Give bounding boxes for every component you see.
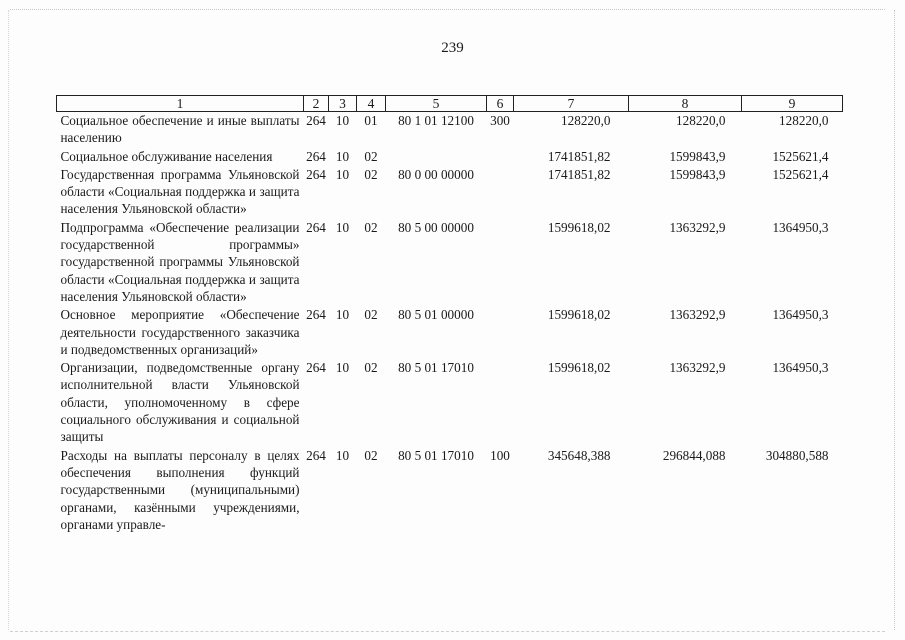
row-year2: 1599843,9 [669,148,726,164]
table-row [57,306,843,359]
row-year2: 1363292,9 [669,219,726,235]
row-csr: 80 5 01 17010 [398,360,474,376]
row-vr [487,166,514,219]
row-name: Основное мероприятие «Обеспечение деятельности государственного заказчика и подведомственных организаций» [60,307,300,357]
row-name: Социальное обеспечение и иные выплаты населению [60,113,300,146]
row-name: Подпрограмма «Обеспечение реализации государственной программы» государственной программы Ульяновской области «Социальная поддержка и защита населения Ульяновской области» [60,219,300,304]
row-vr [487,359,514,446]
row-pr: 02 [364,360,378,376]
row-year2: 128220,0 [676,113,726,128]
budget-table [56,95,843,534]
row-vr [487,219,514,306]
row-gr: 264 [306,307,326,323]
row-csr: 80 1 01 12100 [398,113,474,128]
header-col-3: 3 [329,96,357,112]
header-col-7: 7 [514,96,629,112]
row-pr: 02 [364,166,378,182]
page-number: 239 [441,40,464,56]
row-year1: 1599618,02 [547,307,611,323]
row-rz: 10 [335,447,350,463]
row-year3: 1525621,4 [772,166,829,182]
row-vr [487,306,514,359]
row-year3: 1364950,3 [772,219,829,235]
row-year1: 1599618,02 [547,219,611,235]
row-pr: 02 [364,148,378,164]
row-vr: 100 [490,447,510,463]
row-csr: 80 0 00 00000 [398,166,474,182]
row-pr: 02 [364,447,378,463]
table-row [57,359,843,446]
header-col-4: 4 [357,96,386,112]
row-rz: 10 [335,360,350,376]
row-gr: 264 [306,113,326,128]
scan-edge-left [8,10,9,630]
row-csr: 80 5 00 00000 [398,219,474,235]
row-year1: 1741851,82 [547,166,611,182]
table-row [57,219,843,306]
table-header-row [57,96,843,112]
row-year3: 1364950,3 [772,307,829,323]
row-year1: 345648,388 [547,447,611,463]
row-name: Организации, подведомственные органу исполнительной власти Ульяновской области, уполномоченному в сфере социального обслуживания и социальной защиты [60,360,300,445]
row-rz: 10 [335,307,350,323]
row-year1: 1741851,82 [547,148,611,164]
row-pr: 02 [364,219,378,235]
row-rz: 10 [335,148,350,164]
row-year1: 128220,0 [561,113,611,128]
scan-edge-bottom [10,631,885,632]
row-gr: 264 [306,447,326,463]
row-year3: 128220,0 [779,113,829,128]
scan-edge-right [894,10,895,630]
row-rz: 10 [335,113,350,128]
row-vr [487,148,514,166]
header-col-9: 9 [742,96,843,112]
row-vr: 300 [490,113,510,128]
row-year2: 296844,088 [662,447,726,463]
row-name: Расходы на выплаты персоналу в целях обеспечения выполнения функций государственными (муниципальными) органами, казёнными учреждениями, органами управле- [60,447,300,532]
row-gr: 264 [306,219,326,235]
header-col-6: 6 [487,96,514,112]
row-name: Социальное обслуживание населения [60,148,273,164]
scan-edge-top [10,9,885,10]
row-year3: 304880,588 [765,447,829,463]
header-col-5: 5 [386,96,487,112]
row-csr: 80 5 01 17010 [398,447,474,463]
row-year1: 1599618,02 [547,360,611,376]
row-gr: 264 [306,360,326,376]
row-name: Государственная программа Ульяновской области «Социальная поддержка и защита населения Ульяновской области» [60,166,300,217]
row-pr: 02 [364,307,378,323]
row-year2: 1363292,9 [669,307,726,323]
row-year2: 1599843,9 [669,166,726,182]
row-rz: 10 [335,219,350,235]
header-col-1: 1 [57,96,304,112]
table-row [57,112,843,148]
table-row [57,166,843,219]
row-pr: 01 [364,113,378,128]
row-csr [386,148,487,166]
row-rz: 10 [335,166,350,182]
row-year3: 1364950,3 [772,360,829,376]
table-row [57,148,843,166]
table-row [57,447,843,534]
row-gr: 264 [306,148,326,164]
row-gr: 264 [306,166,326,182]
header-col-2: 2 [304,96,329,112]
header-col-8: 8 [629,96,742,112]
row-year3: 1525621,4 [772,148,829,164]
row-year2: 1363292,9 [669,360,726,376]
row-csr: 80 5 01 00000 [398,307,474,323]
